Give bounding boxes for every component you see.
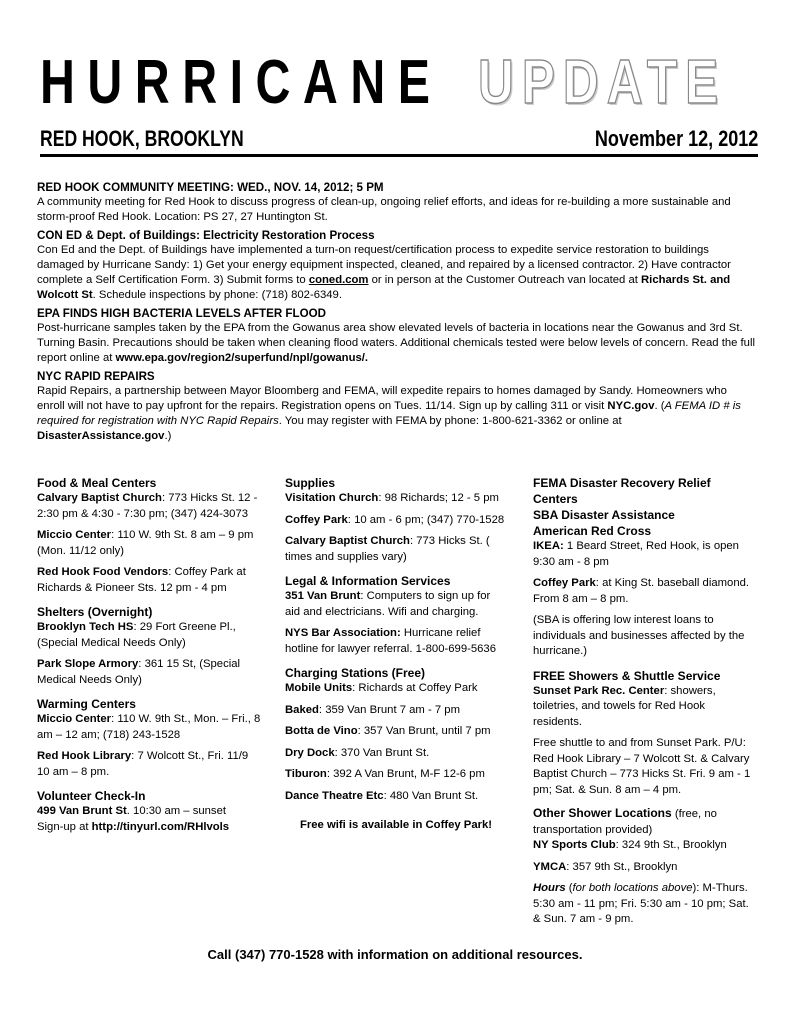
list-item: Coffey Park: at King St. baseball diamond. From 8 am – 8 pm.	[533, 577, 750, 605]
news-heading-coned: CON ED & Dept. of Buildings: Electricity Restoration Process	[37, 229, 375, 242]
list-item: Calvary Baptist Church: 773 Hicks St. ( times and supplies vary)	[285, 535, 490, 563]
fema-heading: FEMA Disaster Recovery Relief Centers SBA Disaster Assistance American Red Cross	[533, 476, 711, 538]
epa-link[interactable]: www.epa.gov/region2/superfund/npl/gowanus/.	[115, 352, 369, 364]
wifi-note: Free wifi is available in Coffey Park!	[299, 819, 493, 831]
list-item: Coffey Park: 10 am - 6 pm; (347) 770-1528	[285, 513, 505, 526]
list-item: Mobile Units: Richards at Coffey Park	[285, 682, 478, 694]
news-body-coned: Con Ed and the Dept. of Buildings have implemented a turn-on request/certification process to expedite service restoration to buildings damaged by Hurricane Sandy: 1) Get your energy equipment inspected, cleaned, and repaired by a licensed contractor. 2) Have contractor complete a Self Certification Form. 3) Submit forms to coned.com or in person at the Customer Outreach van located at Richards St. and Wolcott St. Schedule inspections by phone: (718) 802-6349.	[37, 244, 731, 301]
list-item: Miccio Center: 110 W. 9th St., Mon. – Fri., 8 am – 12 am; (718) 243-1528	[37, 713, 261, 741]
warming-heading: Warming Centers	[37, 697, 136, 711]
supplies-heading: Supplies	[285, 476, 336, 490]
title-update: UPDATE	[478, 48, 727, 117]
charging-section	[285, 665, 507, 804]
news-heading-rapid-repairs: NYC RAPID REPAIRS	[37, 370, 155, 383]
title-hurricane: HURRICANE	[40, 48, 443, 117]
list-item: NYS Bar Association: Hurricane relief hotline for lawyer referral. 1-800-699-5636	[285, 627, 496, 655]
list-item: Tiburon: 392 A Van Brunt, M-F 12-6 pm	[285, 768, 485, 780]
date-label: November 12, 2012	[594, 126, 758, 151]
column-middle	[285, 475, 507, 834]
location-label: RED HOOK, BROOKLYN	[40, 126, 244, 151]
list-item: 351 Van Brunt: Computers to sign up for aid and electricians. Wifi and charging.	[285, 590, 491, 618]
fema-section	[533, 475, 755, 660]
list-item: Baked: 359 Van Brunt 7 am - 7 pm	[285, 703, 460, 716]
list-item: Calvary Baptist Church: 773 Hicks St. 12 - 2:30 pm & 4:30 - 7:30 pm; (347) 424-3073	[37, 492, 258, 520]
volunteer-section	[37, 788, 263, 835]
shuttle-info: Free shuttle to and from Sunset Park. P/U: Red Hook Library – 7 Wolcott St. & Calvary Baptist Church – 773 Hicks St. Fri. 9 am - 1 pm; Sat. & Sun. 8 am – 4 pm.	[533, 737, 751, 796]
list-item: Sunset Park Rec. Center: showers, toiletries, and towels for Red Hook residents.	[533, 684, 716, 728]
nyc-gov-link[interactable]: NYC.gov	[607, 400, 655, 412]
disaster-assistance-link[interactable]: DisasterAssistance.gov	[37, 430, 165, 442]
shelters-heading: Shelters (Overnight)	[37, 605, 153, 619]
showers-heading: FREE Showers & Shuttle Service	[533, 668, 721, 683]
coned-link[interactable]: coned.com	[308, 274, 369, 286]
news-body-epa: Post-hurricane samples taken by the EPA from the Gowanus area show elevated levels of bacteria in locations near the Gowanus and 3rd St. Turning Basin. Precautions should be taken when cleaning flood waters. Additional chemicals tested were below levels of concern. Read the full report online at www.epa.gov/region2/superfund/npl/gowanus/.	[37, 322, 755, 364]
list-item: YMCA: 357 9th St., Brooklyn	[533, 860, 678, 873]
legal-section	[285, 573, 507, 657]
legal-heading: Legal & Information Services	[285, 574, 451, 588]
list-item: IKEA: 1 Beard Street, Red Hook, is open 9:30 am - 8 pm	[533, 540, 739, 568]
list-item: Dry Dock: 370 Van Brunt St.	[285, 746, 430, 759]
list-item: NY Sports Club: 324 9th St., Brooklyn	[533, 839, 727, 851]
news-section	[37, 180, 757, 447]
news-body-rapid-repairs: Rapid Repairs, a partnership between Mayor Bloomberg and FEMA, will expedite repairs to homes damaged by Sandy. Homeowners who enroll will not have to pay upfront for the repairs. Registration opens on Tues. 11/14. Sign up by calling 311 or visit NYC.gov. (A FEMA ID # is required for registration with NYC Rapid Repairs. You may register with FEMA by phone: 1-800-621-3362 or online at DisasterAssistance.gov.)	[37, 385, 741, 442]
list-item: Brooklyn Tech HS: 29 Fort Greene Pl., (Special Medical Needs Only)	[37, 621, 236, 649]
volunteer-signup-link[interactable]: http://tinyurl.com/RHlvols	[91, 820, 230, 833]
news-heading-meeting: RED HOOK COMMUNITY MEETING: WED., NOV. 14, 2012; 5 PM	[37, 181, 384, 194]
column-left	[37, 475, 263, 843]
column-right	[533, 475, 755, 936]
list-item: 499 Van Brunt St. 10:30 am – sunset Sign-up at http://tinyurl.com/RHlvols	[37, 805, 230, 833]
warming-section	[37, 696, 263, 780]
list-item: Dance Theatre Etc: 480 Van Brunt St.	[285, 789, 479, 802]
shelters-section	[37, 604, 263, 688]
supplies-section	[285, 475, 507, 565]
volunteer-heading: Volunteer Check-In	[37, 789, 146, 803]
list-item: Visitation Church: 98 Richards; 12 - 5 pm	[285, 492, 499, 504]
other-showers-section	[533, 806, 755, 928]
list-item: Red Hook Library: 7 Wolcott St., Fri. 11/9 10 am – 8 pm.	[37, 750, 249, 778]
footer-call-note: Call (347) 770-1528 with information on additional resources.	[207, 947, 583, 962]
charging-heading: Charging Stations (Free)	[285, 666, 426, 680]
sba-note: (SBA is offering low interest loans to individuals and businesses affected by the hurricane.)	[533, 614, 745, 657]
list-item: Red Hook Food Vendors: Coffey Park at Richards & Pioneer Sts. 12 pm - 4 pm	[37, 566, 246, 594]
subheader-bar	[40, 124, 758, 157]
hours-info: Hours (for both locations above): M-Thurs. 5:30 am - 11 pm; Fri. 5:30 am - 10 pm; Sat. & Sun. 7 am - 9 pm.	[533, 882, 749, 925]
list-item: Miccio Center: 110 W. 9th St. 8 am – 9 pm (Mon. 11/12 only)	[37, 529, 254, 557]
news-body-meeting: A community meeting for Red Hook to discuss progress of clean-up, ongoing relief efforts, and ideas for re-building a more sustainable and storm-proof Red Hook. Location: PS 27, 27 Huntington St.	[37, 196, 731, 223]
food-section	[37, 475, 263, 596]
food-heading: Food & Meal Centers	[37, 476, 157, 490]
news-heading-epa: EPA FINDS HIGH BACTERIA LEVELS AFTER FLOOD	[37, 307, 326, 320]
list-item: Park Slope Armory: 361 15 St, (Special Medical Needs Only)	[37, 658, 241, 686]
showers-section	[533, 668, 755, 799]
other-showers-heading: Other Shower Locations (free, no transportation provided)	[533, 806, 717, 836]
page-title	[40, 48, 727, 118]
list-item: Botta de Vino: 357 Van Brunt, until 7 pm	[285, 725, 491, 737]
